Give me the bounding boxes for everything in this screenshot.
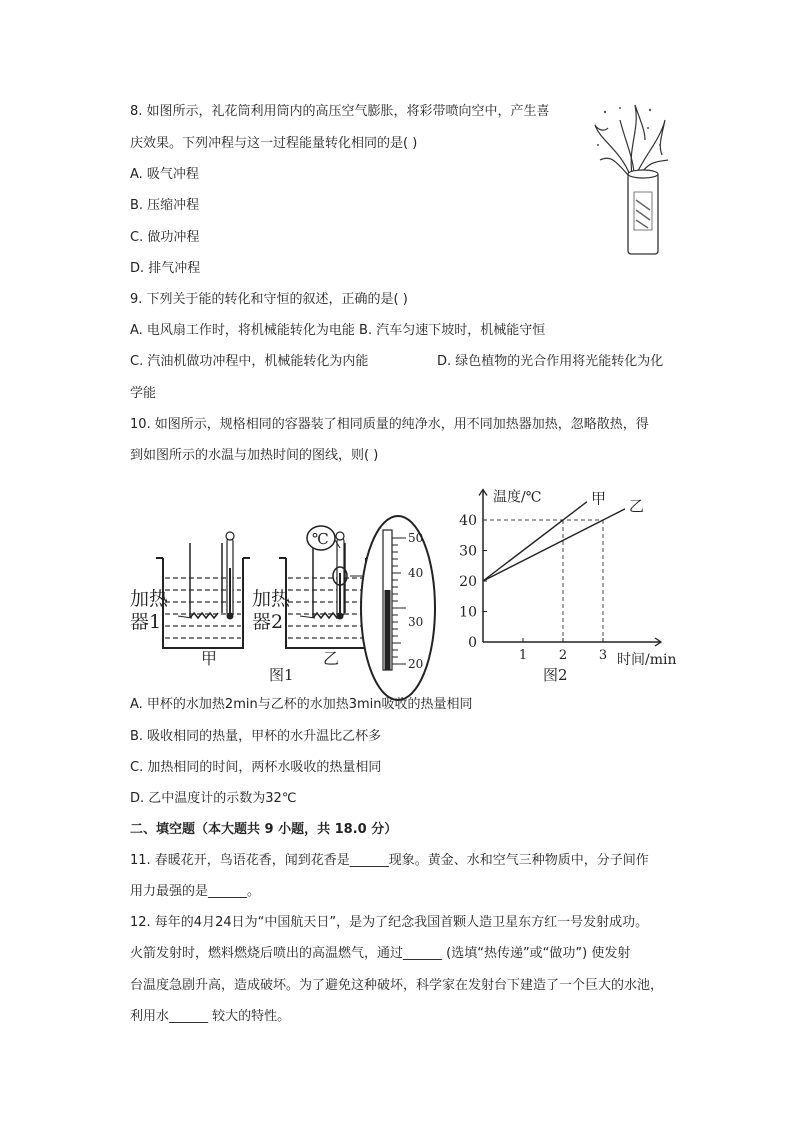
q12-line2: 火箭发射时，燃料燃烧后喷出的高温燃气，通过______ (选填“热传递”或“做功”) 使发射 bbox=[130, 946, 631, 961]
q12-line3: 台温度急剧升高，造成破坏。为了避免这种破坏，科学家在发射台下建造了一个巨大的水池， bbox=[130, 978, 664, 993]
y-tick-label: 20 bbox=[459, 574, 477, 590]
q10-option-d: D. 乙中温度计的示数为32℃ bbox=[130, 791, 297, 806]
q10-stem-line1: 10. 如图所示，规格相同的容器装了相同质量的纯净水，用不同加热器加热，忽略散热，得 bbox=[130, 417, 649, 432]
y-tick-label: 30 bbox=[459, 543, 477, 560]
y-tick-label: 40 bbox=[459, 513, 477, 529]
cup-1-label: 甲 bbox=[201, 649, 218, 668]
x-tick-label: 3 bbox=[598, 648, 608, 663]
chart-ticks bbox=[459, 513, 607, 663]
q9-option-d-continued: 学能 bbox=[130, 386, 157, 401]
q8-option-a: A. 吸气冲程 bbox=[130, 167, 199, 182]
q10-stem-line2: 到如图所示的水温与加热时间的图线，则( ) bbox=[130, 448, 379, 463]
chart-x-axis-label: 时间/min bbox=[617, 652, 677, 668]
figure-2-temperature-chart bbox=[459, 489, 700, 685]
cup-2-label: 乙 bbox=[323, 649, 340, 668]
q8-option-b: B. 压缩冲程 bbox=[130, 198, 200, 213]
q8-stem-line1: 8. 如图所示，礼花筒利用筒内的高压空气膨胀，将彩带喷向空中，产生喜 bbox=[130, 104, 550, 119]
q11-line1: 11. 春暖花开，鸟语花香，闻到花香是______现象。黄金、水和空气三种物质中，分子间作 bbox=[130, 853, 649, 868]
series-line-1 bbox=[483, 502, 587, 581]
heater-2-label-line1: 加热 bbox=[252, 588, 291, 610]
series-label-1: 甲 bbox=[591, 489, 607, 508]
thermometer-1 bbox=[226, 532, 234, 620]
beaker-1 bbox=[156, 558, 250, 648]
q10-option-a: A. 甲杯的水加热2min与乙杯的水加热3min吸收的热量相同 bbox=[130, 697, 473, 712]
scale-label-40: 40 bbox=[408, 566, 424, 580]
q9-option-d: D. 绿色植物的光合作用将光能转化为化 bbox=[437, 354, 664, 369]
y-tick-label: 10 bbox=[459, 604, 477, 621]
beaker-2 bbox=[279, 558, 373, 648]
q9-option-c: C. 汽油机做功冲程中，机械能转化为内能 bbox=[130, 354, 369, 369]
q12-line4: 利用水______ 较大的特性。 bbox=[130, 1009, 291, 1024]
q11-line2: 用力最强的是______。 bbox=[130, 884, 261, 899]
party-popper-illustration bbox=[590, 100, 670, 260]
scale-label-50: 50 bbox=[408, 531, 424, 545]
y-tick-label: 0 bbox=[468, 635, 477, 651]
q8-option-c: C. 做功冲程 bbox=[130, 230, 200, 245]
q8-stem-line2: 庆效果。下列冲程与这一过程能量转化相同的是( ) bbox=[130, 136, 418, 151]
q10-option-b: B. 吸收相同的热量，甲杯的水升温比乙杯多 bbox=[130, 729, 382, 744]
x-tick-label: 2 bbox=[558, 648, 568, 663]
heater-1-label-line2: 器1 bbox=[130, 611, 162, 633]
q8-option-d: D. 排气冲程 bbox=[130, 261, 201, 276]
figure-1-caption: 图1 bbox=[269, 666, 294, 684]
q10-option-c: C. 加热相同的时间，两杯水吸收的热量相同 bbox=[130, 760, 382, 775]
x-tick-label: 1 bbox=[518, 648, 528, 663]
figure-2-caption: 图2 bbox=[543, 666, 568, 684]
figure-1-beakers bbox=[128, 508, 460, 688]
scale-label-30: 30 bbox=[408, 615, 424, 629]
heater-1-label-line1: 加热 bbox=[130, 588, 169, 610]
q9-stem: 9. 下列关于能的转化和守恒的叙述，正确的是( ) bbox=[130, 292, 408, 307]
magnified-thermometer-scale bbox=[361, 516, 435, 700]
chart-y-axis-label: 温度/℃ bbox=[493, 489, 542, 506]
scale-label-20: 20 bbox=[408, 657, 424, 671]
chart-guides bbox=[483, 520, 603, 642]
q9-option-ab: A. 电风扇工作时，将机械能转化为电能 B. 汽车匀速下坡时，机械能守恒 bbox=[130, 323, 546, 338]
thermometer-unit-callout: ℃ bbox=[312, 530, 329, 548]
series-label-2: 乙 bbox=[629, 496, 645, 515]
section-2-title: 二、填空题（本大题共 9 小题，共 18.0 分） bbox=[130, 822, 398, 837]
heater-2-label-line2: 器2 bbox=[252, 611, 284, 633]
q12-line1: 12. 每年的4月24日为“中国航天日”，是为了纪念我国首颗人造卫星东方红一号发射成功。 bbox=[130, 915, 649, 930]
